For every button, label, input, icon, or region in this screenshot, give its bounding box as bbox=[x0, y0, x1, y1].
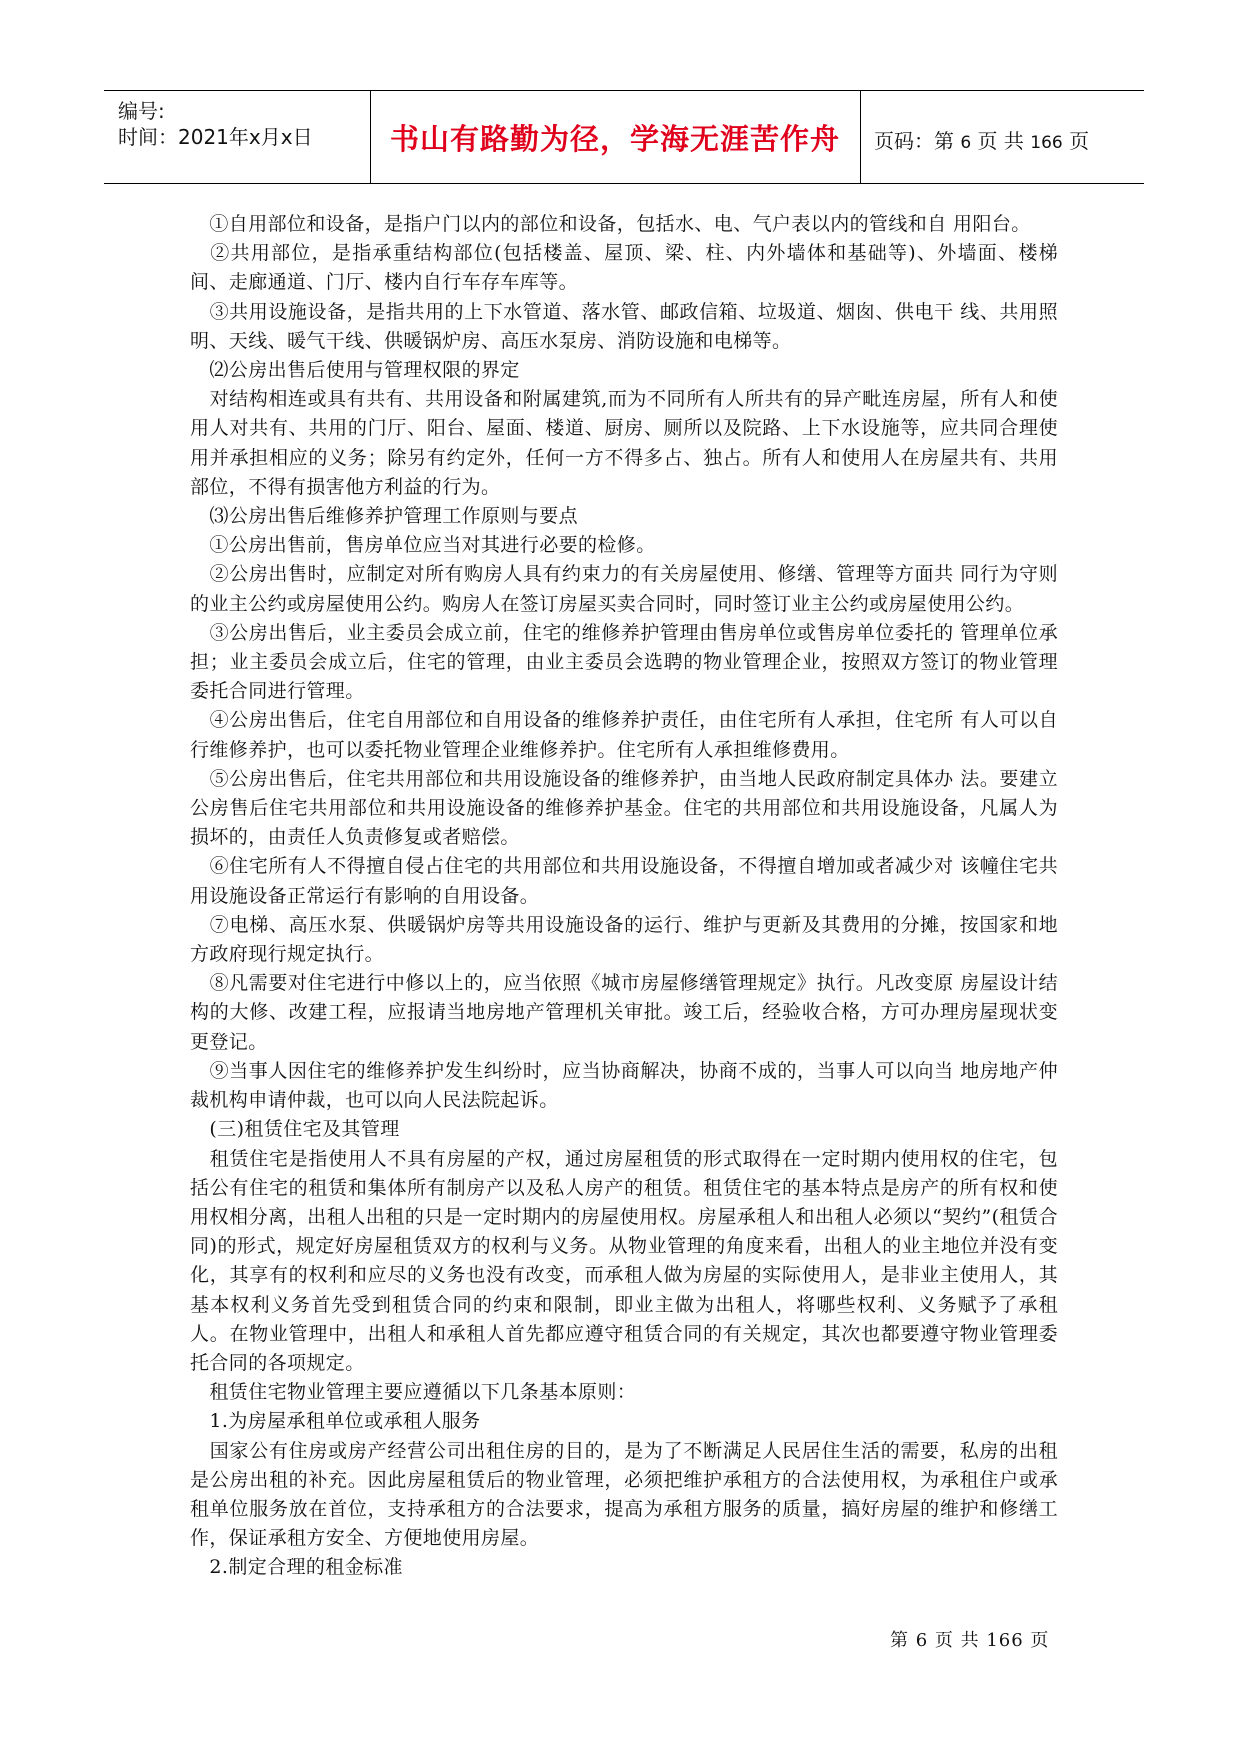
paragraph: ⑤公房出售后，住宅共用部位和共用设施设备的维修养护，由当地人民政府制定具体办 法。要建立公房售后住宅共用部位和共用设施设备的维修养护基金。住宅的共用部位和共用设施设备，凡属人为损坏的，由责任人负责修复或者赔偿。 bbox=[190, 767, 1058, 849]
page-prefix: 页码：第 bbox=[874, 129, 954, 153]
paragraph: ③共用设施设备，是指共用的上下水管道、落水管、邮政信箱、垃圾道、烟囱、供电干 线、共用照明、天线、暖气干线、供暖锅炉房、高压水泵房、消防设施和电梯等。 bbox=[190, 300, 1058, 352]
paragraph: ④公房出售后，住宅自用部位和自用设备的维修养护责任，由住宅所有人承担，住宅所 有人可以自行维修养护，也可以委托物业管理企业维修养护。住宅所有人承担维修费用。 bbox=[190, 709, 1058, 761]
paragraph: ②共用部位，是指承重结构部位(包括楼盖、屋顶、梁、柱、内外墙体和基础等)、外墙面、楼梯间、走廊通道、门厅、楼内自行车存车库等。 bbox=[190, 242, 1058, 294]
header-motto: 书山有路勤为径，学海无涯苦作舟 bbox=[389, 122, 840, 156]
page-mid: 页 共 bbox=[977, 129, 1024, 153]
paragraph: ⑶公房出售后维修养护管理工作原则与要点 bbox=[190, 505, 579, 528]
paragraph: ⑦电梯、高压水泵、供暖锅炉房等共用设施设备的运行、维护与更新及其费用的分摊，按国家和地方政府现行规定执行。 bbox=[190, 913, 1058, 966]
header-right-cell bbox=[860, 91, 1144, 183]
serial-label: 编号: bbox=[118, 99, 165, 123]
paragraph: 国家公有住房或房产经营公司出租住房的目的，是为了不断满足人民居住生活的需要，私房的出租是公房出租的补充。因此房屋租赁后的物业管理，必须把维护承租方的合法使用权，为承租住户或承租单位服务放在首位，支持承租方的合法要求，提高为承租方服务的质量，搞好房屋的维护和修缮工作，保证承租方安全、方便地使用房屋。 bbox=[190, 1439, 1058, 1550]
page-suffix: 页 bbox=[1069, 129, 1090, 153]
header-page-code bbox=[874, 125, 1089, 154]
paragraph: ⑨当事人因住宅的维修养护发生纠纷时，应当协商解决，协商不成的，当事人可以向当 地房地产仲裁机构申请仲裁，也可以向人民法院起诉。 bbox=[190, 1059, 1058, 1112]
header-middle-cell bbox=[370, 91, 861, 183]
page-footer: 第 6 页 共 166 页 bbox=[890, 1630, 1050, 1651]
page-total: 166 bbox=[1030, 133, 1063, 153]
paragraph: (三)租赁住宅及其管理 bbox=[190, 1118, 400, 1141]
paragraph: ③公房出售后，业主委员会成立前，住宅的维修养护管理由售房单位或售房单位委托的 管理单位承担；业主委员会成立后，住宅的管理，由业主委员会选聘的物业管理企业，按照双方签订的物业管理委托合同进行管理。 bbox=[190, 621, 1058, 703]
paragraph: ⑵公房出售后使用与管理权限的界定 bbox=[190, 359, 520, 382]
paragraph: 租赁住宅是指使用人不具有房屋的产权，通过房屋租赁的形式取得在一定时期内使用权的住宅，包括公有住宅的租赁和集体所有制房产以及私人房产的租赁。租赁住宅的基本特点是房产的所有权和使用权相分离，出租人出租的只是一定时期内的房屋使用权。房屋承租人和出租人必须以“契约”(租赁合同)的形式，规定好房屋租赁双方的权利与义务。从物业管理的角度来看，出租人的业主地位并没有变化，其享有的权利和应尽的义务也没有改变，而承租人做为房屋的实际使用人，是非业主使用人，其基本权利义务首先受到租赁合同的约束和限制，即业主做为出租人，将哪些权利、义务赋予了承租人。在物业管理中，出租人和承租人首先都应遵守租赁合同的有关规定，其次也都要遵守物业管理委托合同的各项规定。 bbox=[190, 1147, 1058, 1374]
paragraph: 2.制定合理的租金标准 bbox=[190, 1556, 403, 1579]
paragraph: 对结构相连或具有共有、共用设备和附属建筑,而为不同所有人所共有的异产毗连房屋，所有人和使用人对共有、共用的门厅、阳台、屋面、楼道、厨房、厕所以及院路、上下水设施等，应共同合理使用并承担相应的义务；除另有约定外，任何一方不得多占、独占。所有人和使用人在房屋共有、共用部位，不得有损害他方利益的行为。 bbox=[190, 388, 1058, 498]
document-body bbox=[190, 210, 1058, 1583]
paragraph: ⑥住宅所有人不得擅自侵占住宅的共用部位和共用设施设备，不得擅自增加或者减少对 该幢住宅共用设施设备正常运行有影响的自用设备。 bbox=[190, 855, 1058, 907]
paragraph: ①自用部位和设备，是指户门以内的部位和设备，包括水、电、气户表以内的管线和自 用阳台。 bbox=[190, 213, 1031, 235]
page-header bbox=[104, 90, 1144, 184]
header-left-cell bbox=[104, 91, 371, 183]
paragraph: ②公房出售时，应制定对所有购房人具有约束力的有关房屋使用、修缮、管理等方面共 同行为守则的业主公约或房屋使用公约。购房人在签订房屋买卖合同时，同时签订业主公约或房屋使用公约。 bbox=[190, 563, 1058, 615]
paragraph: 租赁住宅物业管理主要应遵循以下几条基本原则： bbox=[190, 1381, 637, 1404]
paragraph: ①公房出售前，售房单位应当对其进行必要的检修。 bbox=[190, 534, 656, 557]
page-number: 6 bbox=[960, 133, 972, 153]
paragraph: 1.为房屋承租单位或承租人服务 bbox=[190, 1410, 481, 1433]
time-label: 时间：2021年x月x日 bbox=[118, 125, 313, 149]
paragraph: ⑧凡需要对住宅进行中修以上的，应当依照《城市房屋修缮管理规定》执行。凡改变原 房屋设计结构的大修、改建工程，应报请当地房地产管理机关审批。竣工后，经验收合格，方可办理房屋现状变更登记。 bbox=[190, 972, 1058, 1053]
